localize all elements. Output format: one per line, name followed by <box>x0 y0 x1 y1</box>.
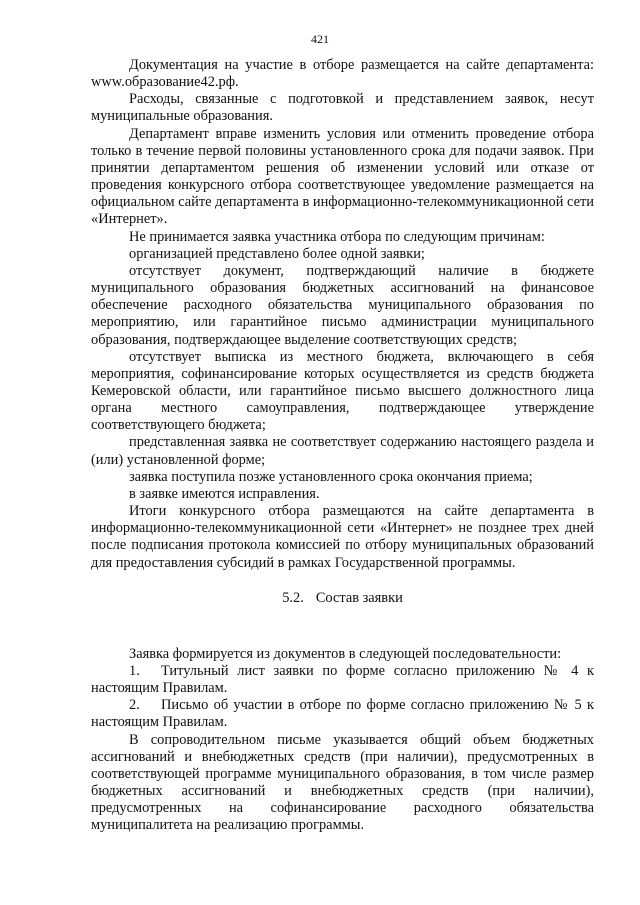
page-number: 421 <box>311 32 329 46</box>
rejection-reason: в заявке имеются исправления. <box>129 485 320 502</box>
rejection-reason: заявка поступила позже установленного срока окончания приема; <box>129 468 533 485</box>
numbered-item <box>91 663 594 697</box>
section-heading <box>91 590 594 607</box>
rejection-reason: организацией представлено более одной заявки; <box>129 245 425 262</box>
section-number: 5.2. <box>282 589 304 606</box>
spacer <box>91 629 594 646</box>
item-number: 1. <box>129 663 140 679</box>
paragraph-expenses: Расходы, связанные с подготовкой и представлением заявок, несут муниципальные образования. <box>91 91 594 125</box>
paragraph-cover-letter: В сопроводительном письме указывается общий объем бюджетных ассигнований и внебюджетных средств (при наличии), предусмотренных в соответствующей программе муниципального образования, в том числе размер бюджетных ассигнований и внебюджетных средств (при наличии), предусмотренных на софинансирование расходного обязательства муниципалитета на реализацию программы. <box>91 731 594 834</box>
item-text: Письмо об участии в отборе по форме согласно приложению № 5 к настоящим Правилам. <box>91 697 594 731</box>
rejection-reason: отсутствует документ, подтверждающий наличие в бюджете муниципального образования бюджетных ассигнований на финансовое обеспечение расходного обязательства муниципального образования по мероприятию, или гарантийное письмо администрации муниципального образования, подтверждающее выделение соответствующих средств; <box>91 262 594 348</box>
numbered-item <box>91 697 594 731</box>
paragraph-department-rights: Департамент вправе изменить условия или отменить проведение отбора только в течение первой половины установленного срока для подачи заявок. При принятии департаментом решения об изменении условий или отказе от проведения конкурсного отбора соответствующее уведомление размещается на официальном сайте департамента в информационно-телекоммуникационной сети «Интернет». <box>91 125 594 228</box>
section-title: Состав заявки <box>315 589 403 606</box>
rejection-reason: отсутствует выписка из местного бюджета, включающего в себя мероприятия, софинансирование которых осуществляется из средств бюджета Кемеровской области, или гарантийное письмо высшего должностного лица органа местного самоуправления, подтверждающее утверждение соответствующего бюджета; <box>91 348 594 434</box>
item-number: 2. <box>129 697 140 714</box>
paragraph-results: Итоги конкурсного отбора размещаются на сайте департамента в информационно-телекоммуникационной сети «Интернет» не позднее трех дней после подписания протокола комиссией по отбору муниципальных образований для предоставления субсидий в рамках Государственной программы. <box>91 503 594 571</box>
item-text: Титульный лист заявки по форме согласно приложению № 4 к настоящим Правилам. <box>91 663 594 697</box>
paragraph-intro: Заявка формируется из документов в следующей последовательности: <box>129 645 562 662</box>
document-body <box>91 57 594 835</box>
paragraph-documentation: Документация на участие в отборе размещается на сайте департамента: www.образование42.рф. <box>91 57 594 91</box>
paragraph-rejection-intro: Не принимается заявка участника отбора по следующим причинам: <box>129 228 545 245</box>
rejection-reason: представленная заявка не соответствует содержанию настоящего раздела и (или) установленной форме; <box>91 434 594 468</box>
